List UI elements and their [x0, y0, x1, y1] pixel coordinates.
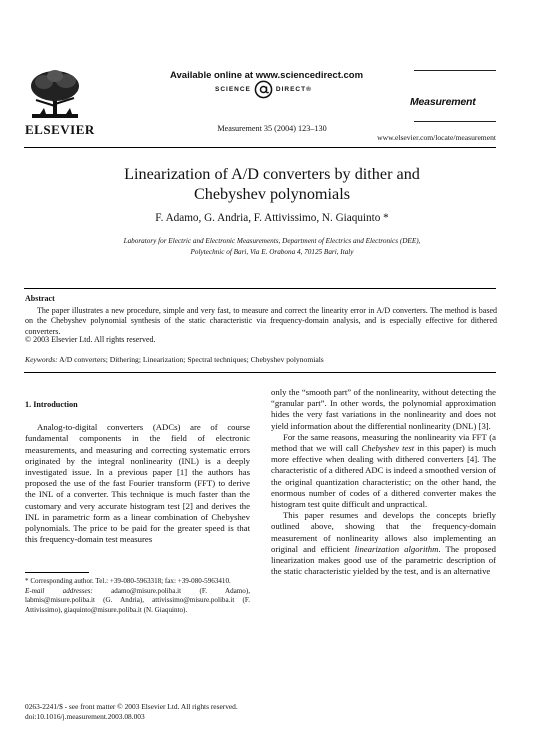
publisher-name: ELSEVIER: [25, 122, 95, 137]
paragraph: Analog-to-digital converters (ADCs) are of course fundamental components in the field of electronic measurements, and measuring and correcting systematic errors originated by the integral nonlinearity (INL) is a deeply investigated issue. In a previous paper [1] the authors has proposed the use of the fast Fourier transform (FFT) to derive the INL of a converter. This technique is much faster than the customary and very accurate histogram test [2] and derives the INL in parametric form as a linear combination of Chebyshev polynomials. The price to be paid for the greater speed is that this frequency-domain test measures: [25, 422, 250, 545]
sd-left-text: SCIENCE: [215, 86, 251, 93]
front-matter-line: 0263-2241/$ - see front matter © 2003 Elsevier Ltd. All rights reserved.: [25, 702, 238, 711]
corresponding-author: * Corresponding author. Tel.: +39-080-5963318; fax: +39-080-5963410.: [25, 577, 231, 585]
abstract-copyright: © 2003 Elsevier Ltd. All rights reserved.: [25, 335, 156, 344]
paragraph: only the “smooth part” of the nonlinearity, without detecting the “granular part”. In other words, the polynomial approximation hides the very fast variations in the nonlinearity and does not yield information about the differential nonlinearity (DNL) [3].: [271, 387, 496, 431]
available-online-link[interactable]: Available online at www.sciencedirect.com: [170, 70, 364, 81]
abstract-bottom-rule: [24, 372, 496, 373]
section-heading: 1. Introduction: [25, 400, 78, 409]
authors: F. Adamo, G. Andria, F. Attivissimo, N. Giaquinto *: [155, 212, 389, 224]
affiliation-line-1: Laboratory for Electric and Electronic Measurements, Department of Electrics and Electronics (DEE),: [123, 237, 421, 245]
header-divider: [24, 147, 496, 148]
affiliation: [40, 236, 504, 258]
footnote-rule: [25, 572, 89, 573]
title-line-2: Chebyshev polynomials: [193, 184, 351, 203]
article-title: [40, 165, 504, 204]
journal-logo: Measurement: [410, 96, 476, 108]
keywords: [25, 355, 324, 364]
emphasis: Chebyshev test: [361, 443, 415, 454]
journal-reference: Measurement 35 (2004) 123–130: [217, 124, 327, 133]
email-list[interactable]: adamo@misure.poliba.it (F. Adamo), labmis@misure.poliba.it (G. Andria), attivissimo@misure.poliba.it (F. Attivissimo), giaquinto@misure.poliba.it (N. Giaquinto).: [25, 586, 250, 614]
emphasis: linearization algorithm: [354, 543, 439, 554]
sd-right-text: DIRECT®: [275, 86, 312, 93]
title-line-1: Linearization of A/D converters by dither and: [124, 165, 420, 183]
email-addresses: [25, 587, 250, 616]
affiliation-line-2: Polytechnic of Bari, Via E. Orabona 4, 70125 Bari, Italy: [190, 248, 354, 256]
keywords-label: Keywords:: [25, 355, 58, 364]
elsevier-tree-logo-icon: [26, 66, 84, 122]
keywords-list: A/D converters; Dithering; Linearization; Spectral techniques; Chebyshev polynomials: [59, 355, 324, 364]
email-label: E-mail addresses:: [25, 586, 93, 595]
left-column: [25, 399, 250, 545]
abstract-top-rule: [24, 288, 496, 289]
doi-link[interactable]: doi:10.1016/j.measurement.2003.08.003: [25, 712, 145, 721]
abstract-text: The paper illustrates a new procedure, simple and very fast, to measure and correct the linearity error in A/D converters. The method is based on the Chebyshev polynomial synthesis of the static characteristic via frequency-domain analysis, and is especially effective for dithered converters.: [25, 306, 497, 336]
sciencedirect-at-icon: [254, 80, 273, 99]
footnote: [25, 577, 250, 615]
journal-url-link[interactable]: www.elsevier.com/locate/measurement: [377, 133, 496, 142]
paragraph: For the same reasons, measuring the nonlinearity via FFT (a method that we will call Chebyshev test in this paper) is much more effective when dealing with dithered converters [4]. The characteristic of a dithered ADC is indeed a smoothed version of the original quantization characteristic; on the other hand, the enormous number of codes of a dithered converter makes the histogram test quite difficult and unpractical.: [271, 431, 496, 510]
paragraph: This paper resumes and develops the concepts briefly outlined above, showing that the frequency-domain measurement of nonlinearity allows also implementing an original and efficient linearization algorithm. The proposed linearization makes good use of the parametric description of the static characteristic yielded by the test, and is an alternative: [271, 510, 496, 577]
right-column: [271, 387, 496, 577]
logo-rule-bottom: [414, 121, 496, 122]
front-matter: [25, 702, 238, 722]
sciencedirect-logo[interactable]: [215, 80, 312, 99]
logo-rule-top: [414, 70, 496, 71]
abstract-heading: Abstract: [25, 294, 55, 303]
